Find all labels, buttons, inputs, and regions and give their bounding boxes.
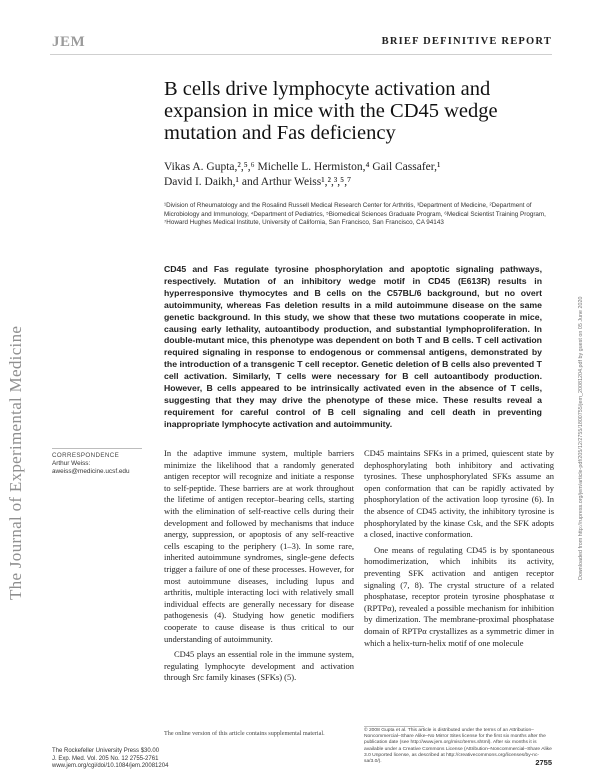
license-note: © 2008 Gupta et al. This article is distributed under the terms of an Attribution–Noncommercial–Share Alike–No Mirror Sites license for the first six months after the publication date (see http://www.jem.org/misc/terms.shtml). After six months it is available under a Creative Commons License (Attribution–Noncommercial–Share Alike 3.0 Unported license, as described at http://creativecommons.org/licenses/by-nc-sa/3.0/). <box>364 728 552 765</box>
page-number: 2755 <box>535 758 552 767</box>
footnote-rule <box>364 726 424 727</box>
journal-name-vertical: The Journal of Experimental Medicine <box>6 325 25 600</box>
author-list <box>164 160 554 190</box>
doi-link[interactable]: www.jem.org/cgi/doi/10.1084/jem.20081204 <box>52 763 169 770</box>
authors-line-2: David I. Daikh,¹ and Arthur Weiss¹,²,³,⁵,⁷ <box>164 176 352 188</box>
header-rule <box>50 54 552 55</box>
download-note-vertical: Downloaded from http://rupress.org/jem/article-pdf/205/12/2755/1800755/jem_20081204.pdf by guest on 05 June 2020 <box>578 296 584 580</box>
body-paragraph: One means of regulating CD45 is by spontaneous homodimerization, which inhibits its activity, preventing SFK activation and antigen receptor signaling (7, 8). The crystal structure of a related phosphatase, receptor protein tyrosine phosphatase α (RPTPα), revealed a possible mechanism for inhibition by dimerization. The membrane-proximal phosphatase domain of RPTPα crystallizes as a symmetric dimer in which a helix-turn-helix motif of one molecule <box>364 544 554 648</box>
journal-logo: JEM <box>52 34 86 50</box>
section-label: BRIEF DEFINITIVE REPORT <box>381 36 552 47</box>
correspondence-email[interactable]: aweiss@medicine.ucsf.edu <box>52 468 130 475</box>
body-paragraph: CD45 maintains SFKs in a primed, quiescent state by dephosphorylating both inhibitory and activating tyrosines. These unphosphorylated SFKs assume an open conformation that can be rapidly activated by phosphorylation of the activation loop tyrosine (6). In the absence of CD45 activity, the inhibitory tyrosine is phosphorylated by the kinase Csk, and the SFK adopts a closed, inactive conformation. <box>364 448 554 540</box>
publisher-info <box>52 748 168 771</box>
publisher-line: The Rockefeller University Press $30.00 <box>52 748 160 754</box>
authors-line-1: Vikas A. Gupta,²,⁵,⁶ Michelle L. Hermiston,⁴ Gail Cassafer,¹ <box>164 161 441 173</box>
correspondence-name: Arthur Weiss: <box>52 460 91 467</box>
body-column-right <box>364 448 554 653</box>
abstract: CD45 and Fas regulate tyrosine phosphorylation and apoptotic signaling pathways, respectively. Mutation of an inhibitory wedge motif in CD45 (E613R) results in hyperresponsive thymocytes and B cells on the C57BL/6 background, but no overt autoimmunity, whereas Fas deletion results in a mild autoimmune disease on the same genetic background. In this study, we show that these two mutations cooperate in mice, causing early lethality, autoantibody production, and substantial lymphoproliferation. In double-mutant mice, this phenotype was dependent on both T and B cells. T cell activation required signaling in response to endogenous or commensal antigens, demonstrated by the introduction of a transgenic T cell receptor. Genetic deletion of B cells also prevented T cell activation. Similarly, T cells were necessary for B cell autoantibody production. However, B cells appeared to be intrinsically activated even in the absence of T cells, suggesting that they may drive the phenotype of these mice. These results reveal a requirement for careful control of B cell signaling and cell death in preventing inappropriate lymphocyte activation and autoimmunity. <box>164 264 542 429</box>
citation-line: J. Exp. Med. Vol. 205 No. 12 2755-2761 <box>52 755 159 762</box>
body-column-left <box>164 448 354 688</box>
affiliations: ¹Division of Rheumatology and the Rosalind Russell Medical Research Center for Arthritis, ³Department of Medicine, ²Department of Microbiology and Immunology, ⁴Department of Pediatrics, ⁵Biomedical Sciences Graduate Program, ⁶Medical Scientist Training Program, ⁷Howard Hughes Medical Institute, University of California, San Francisco, San Francisco, CA 94143 <box>164 202 546 227</box>
supplemental-note: The online version of this article contains supplemental material. <box>164 730 325 737</box>
body-paragraph: CD45 plays an essential role in the immune system, regulating lymphocyte development and activation through Src family kinases (SFKs) (5). <box>164 649 354 683</box>
body-paragraph: In the adaptive immune system, multiple barriers minimize the likelihood that a randomly generated antigen receptor will recognize and initiate a response to self-peptide. These barriers are at work throughout the lifetime of antigen receptor–bearing cells, starting with the elimination of self-reactive cells during their development and followed by mechanisms that induce anergy, suppression, or apoptosis of any self-reactive cells escaping to the periphery (1–3). In some rare, inherited autoimmune syndromes, single-gene defects trigger a failure of one of these processes. However, for most autoimmune diseases, including lupus and arthritis, multiple interacting loci with relatively small individual effects are generally necessary for disease pathogenesis (4). Studying how genetic modifiers cooperate to cause disease is thus critical to our understanding of autoimmunity. <box>164 448 354 644</box>
correspondence-label: CORRESPONDENCE <box>52 452 120 459</box>
article-title: B cells drive lymphocyte activation and expansion in mice with the CD45 wedge mutation and Fas deficiency <box>164 78 498 144</box>
correspondence-rule <box>52 448 142 449</box>
